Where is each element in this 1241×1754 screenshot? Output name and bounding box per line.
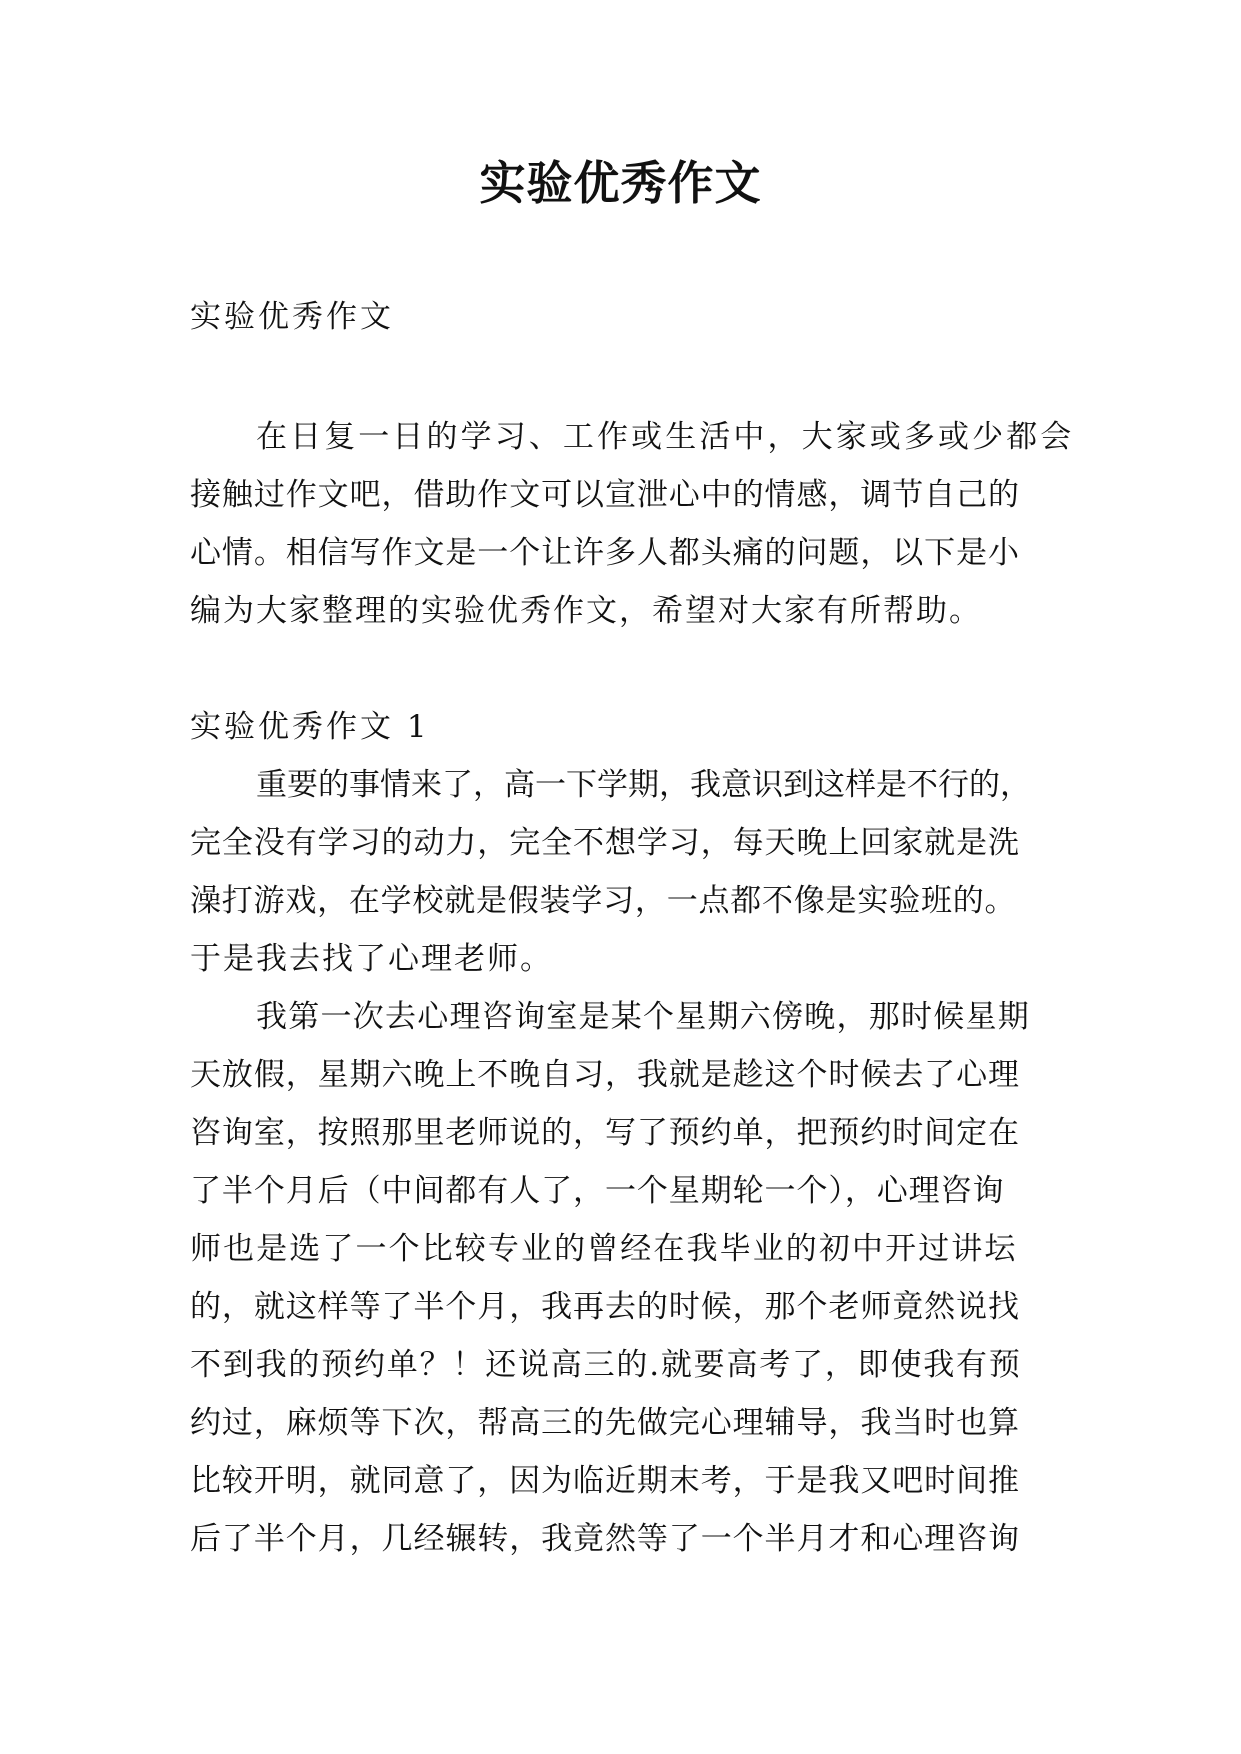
section-heading: 实验优秀作文 1 [190, 709, 430, 745]
paragraph-line: 约过，麻烦等下次，帮高三的先做完心理辅导，我当时也算 [190, 1405, 1020, 1441]
paragraph-line: 的，就这样等了半个月，我再去的时候，那个老师竟然说找 [190, 1289, 1020, 1325]
paragraph-line: 不到我的预约单？！还说高三的.就要高考了，即使我有预 [190, 1347, 1022, 1383]
paragraph-line: 比较开明，就同意了，因为临近期末考，于是我又吧时间推 [190, 1463, 1020, 1499]
document-heading: 实验优秀作文 [190, 299, 394, 335]
paragraph-line: 于是我去找了心理老师。 [190, 941, 553, 977]
paragraph-line: 在日复一日的学习、工作或生活中，大家或多或少都会 [256, 419, 1075, 455]
paragraph-line: 师也是选了一个比较专业的曾经在我毕业的初中开过讲坛 [190, 1231, 1018, 1267]
paragraph-line: 编为大家整理的实验优秀作文，希望对大家有所帮助。 [190, 593, 982, 629]
paragraph-line: 完全没有学习的动力，完全不想学习，每天晚上回家就是洗 [190, 825, 1020, 861]
paragraph-line: 我第一次去心理咨询室是某个星期六傍晚，那时候星期 [256, 999, 1030, 1035]
paragraph-line: 接触过作文吧，借助作文可以宣泄心中的情感，调节自己的 [190, 477, 1020, 513]
paragraph-line: 天放假，星期六晚上不晚自习，我就是趁这个时候去了心理 [190, 1057, 1020, 1093]
paragraph-line: 了半个月后（中间都有人了，一个星期轮一个），心理咨询 [190, 1173, 1005, 1209]
paragraph-line: 后了半个月，几经辗转，我竟然等了一个半月才和心理咨询 [190, 1521, 1020, 1557]
paragraph-line: 澡打游戏，在学校就是假装学习，一点都不像是实验班的。 [190, 883, 1017, 919]
page-title: 实验优秀作文 [479, 156, 762, 210]
paragraph-line: 重要的事情来了，高一下学期，我意识到这样是不行的， [256, 767, 1031, 803]
paragraph-line: 咨询室，按照那里老师说的，写了预约单，把预约时间定在 [190, 1115, 1020, 1151]
paragraph-line: 心情。相信写作文是一个让许多人都头痛的问题，以下是小 [190, 535, 1020, 571]
